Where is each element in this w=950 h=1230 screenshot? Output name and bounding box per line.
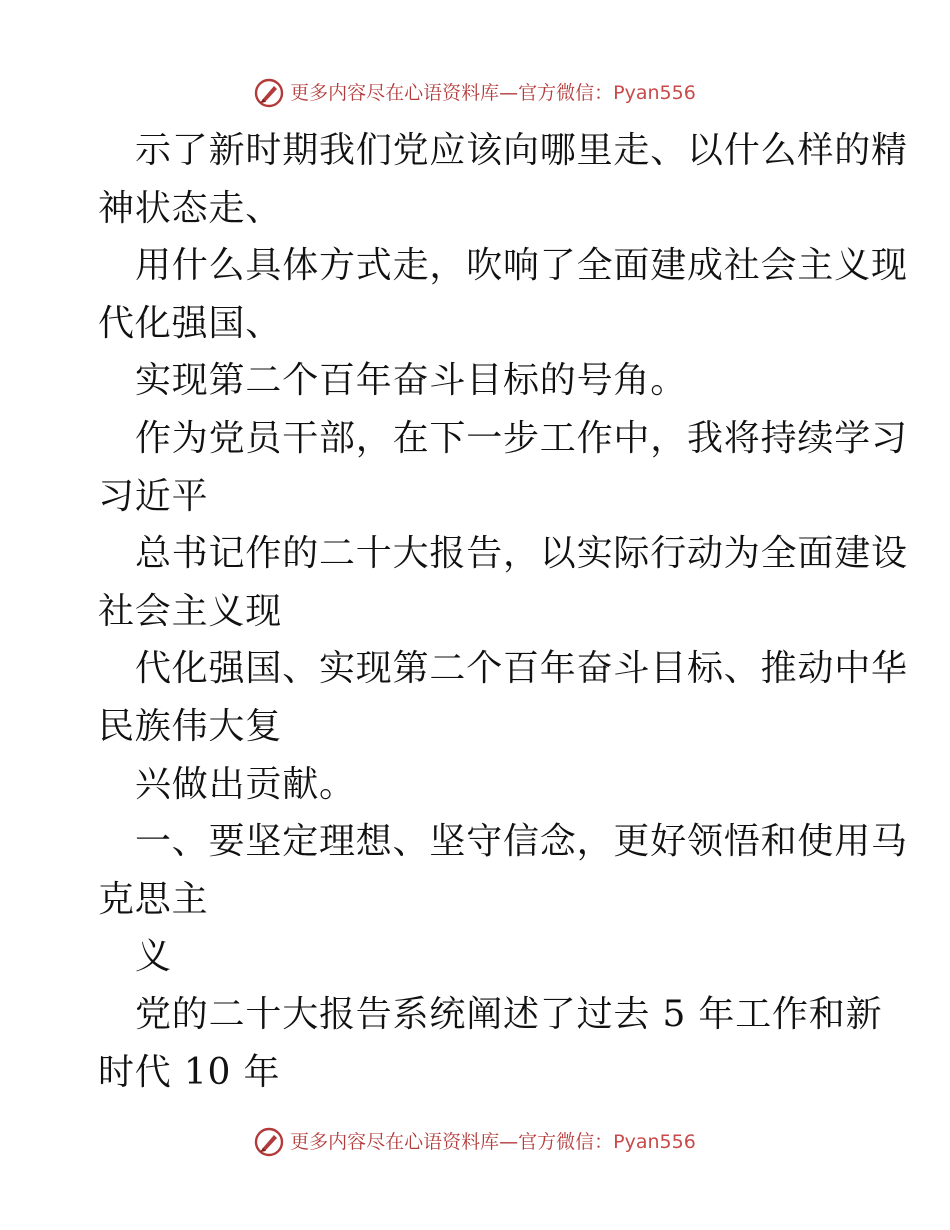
pen-quill-logo-icon — [254, 1127, 284, 1157]
text-line: 作为党员干部，在下一步工作中，我将持续学习 — [135, 417, 908, 459]
text-line: 实现第二个百年奋斗目标的号角。 — [135, 360, 688, 402]
text-line: 时代 10 年 — [98, 1051, 281, 1093]
text-line: 克思主 — [98, 878, 209, 920]
header-watermark — [0, 78, 950, 108]
watermark-prefix: 更多内容尽在心语资料库—官方微信： — [290, 82, 614, 104]
text-line: 总书记作的二十大报告，以实际行动为全面建设 — [135, 533, 908, 575]
text-line: 一、要坚定理想、坚守信念，更好领悟和使用马 — [135, 821, 908, 863]
pen-quill-logo-icon — [254, 78, 284, 108]
text-line: 示了新时期我们党应该向哪里走、以什么样的精 — [135, 130, 908, 171]
text-line: 代化强国、实现第二个百年奋斗目标、推动中华 — [135, 648, 908, 690]
text-line: 民族伟大复 — [98, 705, 283, 747]
text-line: 用什么具体方式走，吹响了全面建成社会主义现 — [135, 245, 908, 287]
text-line: 党的二十大报告系统阐述了过去 5 年工作和新 — [135, 993, 883, 1035]
text-line: 代化强国、 — [98, 302, 283, 344]
watermark-text — [290, 1130, 696, 1154]
text-line: 兴做出贡献。 — [135, 763, 356, 805]
watermark-text — [290, 81, 696, 105]
text-line: 习近平 — [98, 475, 209, 517]
footer-watermark — [0, 1127, 950, 1157]
watermark-prefix: 更多内容尽在心语资料库—官方微信： — [290, 1131, 614, 1153]
document-body — [98, 122, 908, 1101]
text-line: 社会主义现 — [98, 590, 283, 632]
text-line: 神状态走、 — [98, 187, 283, 229]
watermark-id: Pyan556 — [613, 82, 696, 104]
text-line: 义 — [135, 936, 172, 978]
watermark-id: Pyan556 — [613, 1131, 696, 1153]
